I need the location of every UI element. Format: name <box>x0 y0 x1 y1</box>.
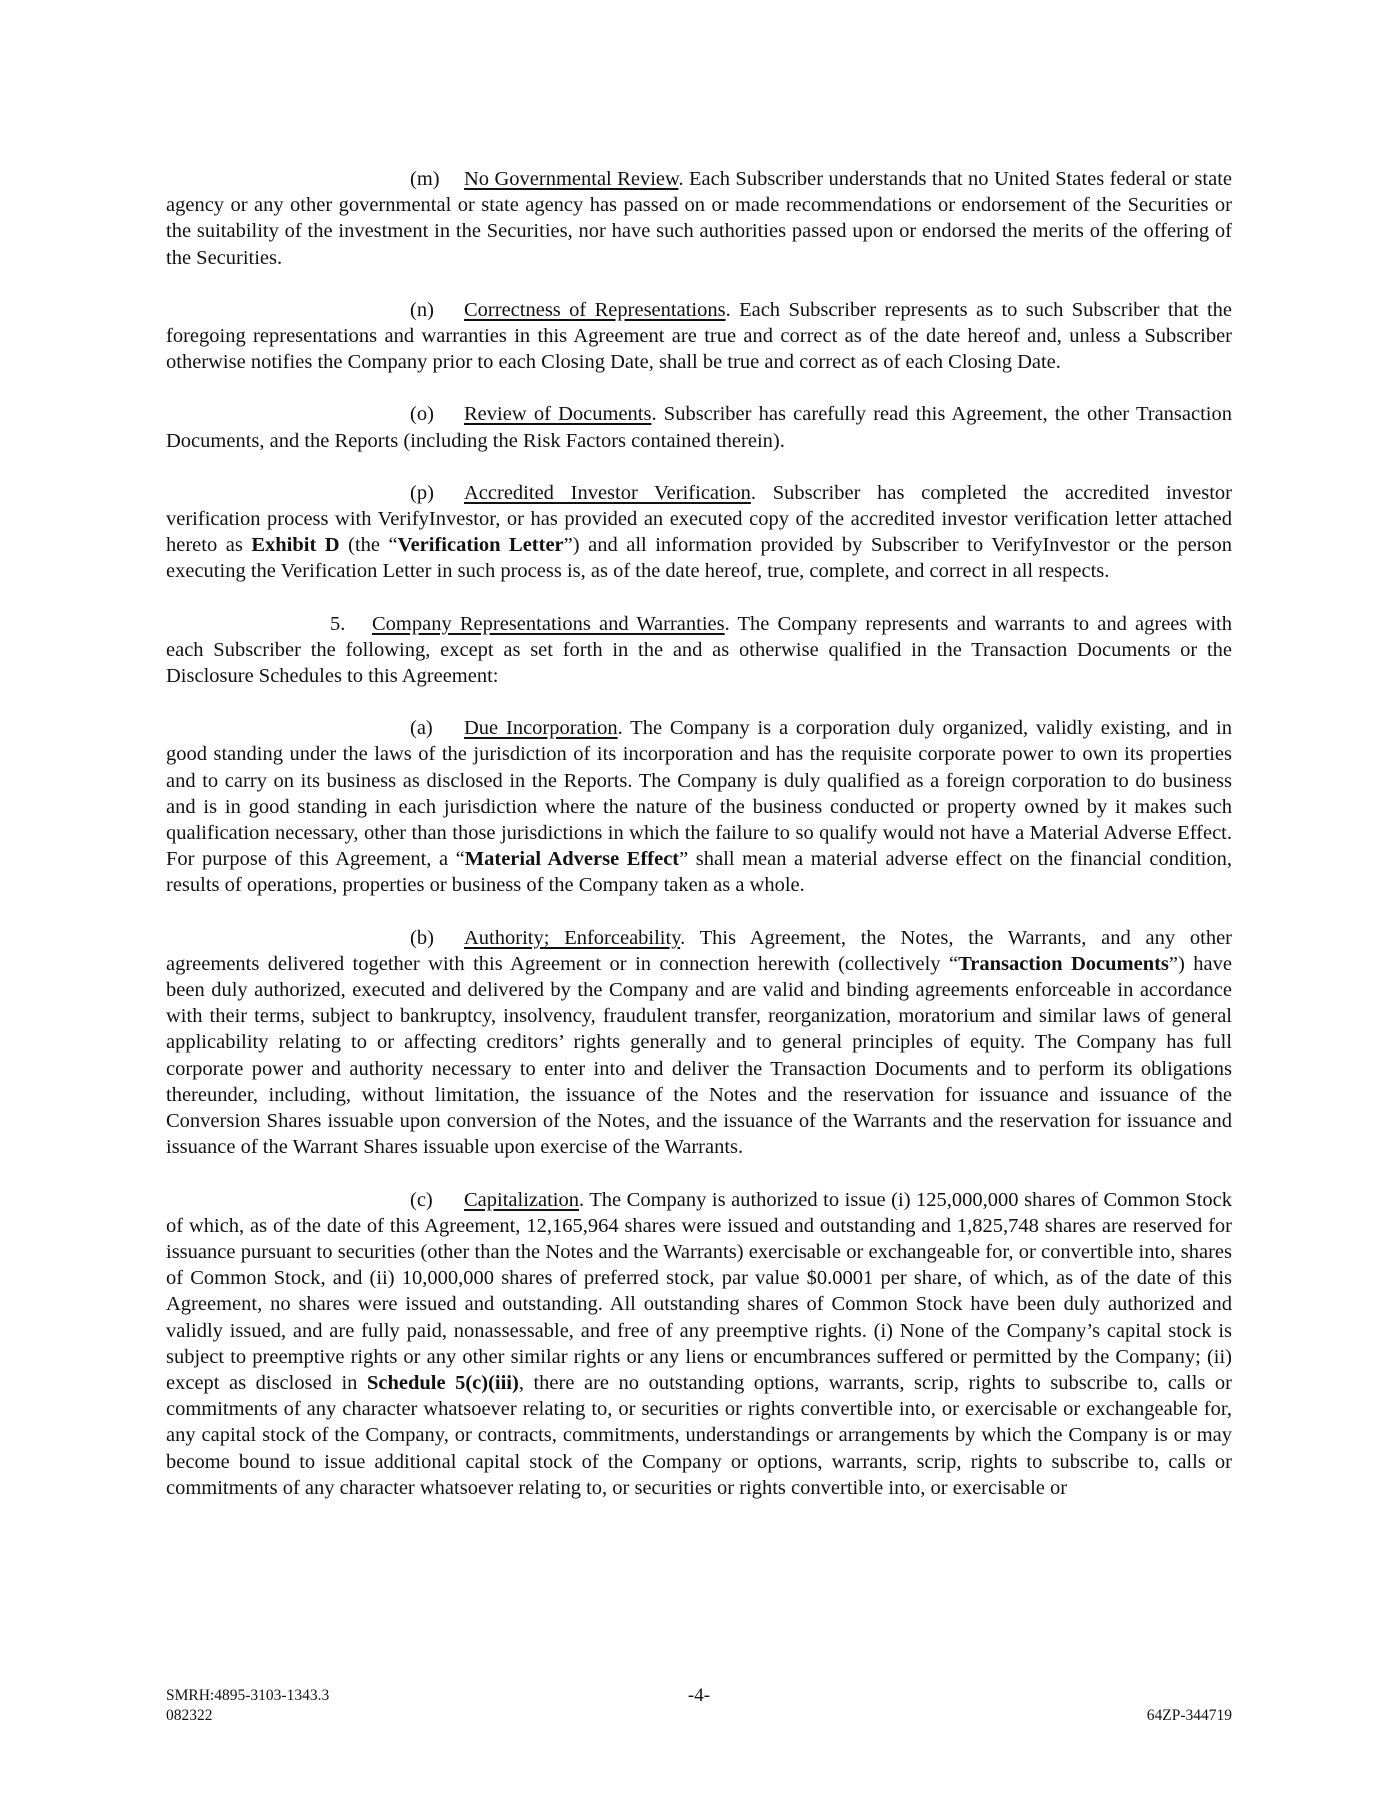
section-text: . The Company represents and warrants to and agrees with each Subscriber the following, except as set forth in the and as otherwise qualified in the Transaction Documents or the Disclosure Schedules to this Agreement: <box>166 612 1232 688</box>
paragraph-text: , there are no outstanding options, warrants, scrip, rights to subscribe to, calls or commitments of any character whatsoever relating to, or securities or rights convertible into, or exercisable or exchangeable for, any capital stock of the Company, or contracts, commitments, understandings or arrangements by which the Company is or may become bound to issue additional capital stock of the Company or options, warrants, scrip, rights to subscribe to, calls or commitments of any character whatsoever relating to, or securities or rights convertible into, or exercisable or <box>166 1371 1232 1499</box>
paragraph-m <box>166 166 1232 271</box>
paragraph-text: . Subscriber has completed the accredited investor verification process with VerifyInvestor, or has provided an executed copy of the accredited investor verification letter attached hereto as <box>166 481 1232 557</box>
section-5 <box>166 611 1232 690</box>
paragraph-heading: Capitalization <box>464 1188 579 1211</box>
paragraph-heading: Authority; Enforceability <box>464 926 681 949</box>
document-body <box>166 166 1232 1527</box>
paragraph-heading: Accredited Investor Verification <box>464 481 751 504</box>
paragraph-text: . Each Subscriber represents as to such Subscriber that the foregoing representations and warranties in this Agreement are true and correct as of the date hereof and, unless a Subscriber otherwise notifies the Company prior to each Closing Date, shall be true and correct as of each Closing Date. <box>166 298 1232 374</box>
paragraph-text: ”) have been duly authorized, executed and delivered by the Company and are valid and binding agreements enforceable in accordance with their terms, subject to bankruptcy, insolvency, fraudulent transfer, reorganization, moratorium and similar laws of general applicability relating to or affecting creditors’ rights generally and to general principles of equity. The Company has full corporate power and authority necessary to enter into and deliver the Transaction Documents and to perform its obligations thereunder, including, without limitation, the issuance of the Notes and the reservation for issuance and issuance of the Conversion Shares issuable upon conversion of the Notes, and the issuance of the Warrants and the reservation for issuance and issuance of the Warrant Shares issuable upon exercise of the Warrants. <box>166 952 1232 1159</box>
paragraph-text: . Subscriber has carefully read this Agreement, the other Transaction Documents, and the Reports (including the Risk Factors contained therein). <box>166 403 1232 452</box>
bold-term: Verification Letter <box>397 534 564 557</box>
bold-term: Exhibit D <box>251 534 340 557</box>
date-code: 082322 <box>166 1707 213 1724</box>
paragraph-number: (m) <box>410 168 440 190</box>
paragraph-heading: Review of Documents <box>464 403 652 426</box>
paragraph-text: . Each Subscriber understands that no United States federal or state agency or any other governmental or state agency has passed on or made recommendations or endorsement of the Securities or the suitability of the investment in the Securities, nor have such authorities passed upon or endorsed the merits of the offering of the Securities. <box>166 168 1232 269</box>
paragraph-heading: No Governmental Review <box>464 168 679 190</box>
paragraph-p <box>166 480 1232 585</box>
paragraph-text: . The Company is a corporation duly organized, validly existing, and in good standing under the laws of the jurisdiction of its incorporation and has the requisite corporate power to own its properties and to carry on its business as disclosed in the Reports. The Company is duly qualified as a foreign corporation to do business and is in good standing in each jurisdiction where the nature of the business conducted or property owned by it makes such qualification necessary, other than those jurisdictions in which the failure to so qualify would not have a Material Adverse Effect. For purpose of this Agreement, a “ <box>166 717 1232 871</box>
document-id: SMRH:4895-3103-1343.3 <box>166 1687 330 1704</box>
paragraph-number: (c) <box>410 1188 433 1211</box>
paragraph-number: (p) <box>410 481 434 504</box>
paragraph-number: (b) <box>410 926 434 949</box>
footer-code: 64ZP-344719 <box>1146 1707 1232 1724</box>
paragraph-a <box>166 715 1232 898</box>
paragraph-number: (a) <box>410 717 433 740</box>
paragraph-text: ” shall mean a material adverse effect on the financial condition, results of operations, properties or business of the Company taken as a whole. <box>166 848 1232 897</box>
paragraph-number: (o) <box>410 403 434 426</box>
bold-term: Schedule 5(c)(iii) <box>366 1371 519 1394</box>
paragraph-heading: Correctness of Representations <box>464 298 726 321</box>
section-number: 5. <box>330 612 346 635</box>
paragraph-b <box>166 925 1232 1161</box>
bold-term: Material Adverse Effect <box>464 848 680 871</box>
paragraph-c <box>166 1187 1232 1501</box>
paragraph-text: . The Company is authorized to issue (i) 125,000,000 shares of Common Stock of which, as of the date of this Agreement, 12,165,964 shares were issued and outstanding and 1,825,748 shares are reserved for issuance pursuant to securities (other than the Notes and the Warrants) exercisable or exchangeable for, or convertible into, shares of Common Stock, and (ii) 10,000,000 shares of preferred stock, par value $0.0001 per share, of which, as of the date of this Agreement, no shares were issued and outstanding. All outstanding shares of Common Stock have been duly authorized and validly issued, and are fully paid, nonassessable, and free of any preemptive rights. (i) None of the Company’s capital stock is subject to preemptive rights or any other similar rights or any liens or encumbrances suffered or permitted by the Company; (ii) except as disclosed in <box>166 1188 1232 1394</box>
paragraph-text: (the “ <box>339 534 398 557</box>
bold-term: Transaction Documents <box>958 952 1169 975</box>
paragraph-n <box>166 297 1232 376</box>
paragraph-heading: Due Incorporation <box>464 717 618 740</box>
paragraph-text: . This Agreement, the Notes, the Warrants, and any other agreements delivered together with this Agreement or in connection herewith (collectively “ <box>166 926 1233 975</box>
section-heading: Company Representations and Warranties <box>372 612 725 635</box>
paragraph-o <box>166 401 1232 453</box>
paragraph-text: ”) and all information provided by Subscriber to VerifyInvestor or the person executing the Verification Letter in such process is, as of the date hereof, true, complete, and correct in all respects. <box>166 534 1232 583</box>
page-number: -4- <box>687 1685 711 1706</box>
paragraph-number: (n) <box>410 298 434 321</box>
